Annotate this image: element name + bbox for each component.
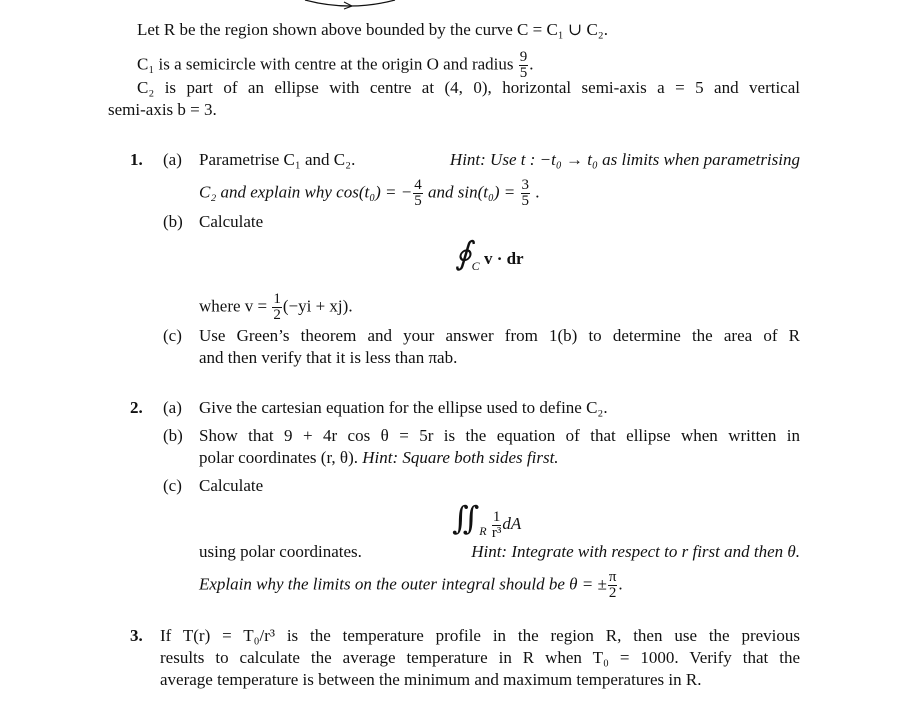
q2a-text: Give the cartesian equation for the ellipse used to define C₂. [199, 398, 608, 417]
q1a-line-2 [199, 178, 540, 209]
double-integral-icon: ∬ [452, 500, 480, 536]
q2c-hint-cont: Explain why the limits on the outer integral should be θ = ± [199, 574, 607, 594]
integrand-fraction [492, 510, 502, 541]
numerator: 3 [521, 177, 530, 193]
intro-text: C₁ is a semicircle with centre at the origin O and radius [137, 54, 514, 74]
q2b-line-2 [199, 448, 559, 468]
period: . [535, 182, 540, 202]
numerator: 4 [414, 177, 422, 193]
intro-line-2 [137, 50, 534, 81]
denominator: 5 [414, 193, 422, 209]
q1a-hint: Hint: Use t : −t₀ → t₀ as limits when parametrising [449, 150, 800, 169]
period: . [618, 574, 623, 594]
q2b-label: (b) [163, 426, 183, 445]
cos-fraction [413, 178, 423, 209]
q3-line-3: average temperature is between the minimum and maximum temperatures in R. [160, 670, 702, 689]
q2b-line-1: Show that 9 + 4r cos θ = 5r is the equation of that ellipse when written in [199, 426, 800, 445]
line-integral [455, 236, 524, 277]
q1b-where [199, 292, 353, 323]
where-text: where v = [199, 296, 268, 316]
q2b-text: polar coordinates (r, θ). [199, 448, 358, 467]
q2-number: 2. [130, 398, 143, 417]
intro-line-1: Let R be the region shown above bounded by the curve C = C₁ ∪ C₂. [137, 20, 608, 39]
q2c-line-2 [199, 542, 800, 562]
q1c-label: (c) [163, 326, 182, 345]
integral-subscript: C [471, 259, 480, 273]
q1-number: 1. [130, 150, 143, 169]
q1b-text: Calculate [199, 212, 264, 231]
q1c-line-2: and then verify that it is less than πab. [199, 348, 458, 367]
vector-field: (−yi + xj). [282, 296, 353, 316]
denominator: r³ [491, 524, 502, 541]
denominator: 2 [273, 307, 281, 323]
denominator: 2 [608, 585, 617, 601]
q1a-line-1 [199, 150, 800, 170]
q2b-hint: Hint: Square both sides first. [362, 448, 559, 467]
intro-line-3: C₂ is part of an ellipse with centre at (4, 0), horizontal semi-axis a = 5 and vertical [137, 78, 800, 97]
q3-line-1: If T(r) = T₀/r³ is the temperature profile in the region R, then use the previous [160, 626, 800, 645]
numerator: 9 [519, 49, 528, 65]
q2a-label: (a) [163, 398, 182, 417]
numerator: 1 [273, 291, 281, 307]
half-fraction [272, 292, 282, 323]
q1c-line-1: Use Green’s theorem and your answer from 1(b) to determine the area of R [199, 326, 800, 345]
q2c-hint: Hint: Integrate with respect to r first and then θ. [471, 542, 800, 561]
region-curve-arc [300, 0, 400, 12]
q2c-label: (c) [163, 476, 182, 495]
q1a-hint-cont: C₂ and explain why cos(t₀) = − [199, 182, 413, 202]
q3-number: 3. [130, 626, 143, 645]
q1a-label: (a) [163, 150, 182, 169]
pi-half-fraction [608, 570, 618, 601]
q2c-line-3 [199, 570, 623, 601]
contour-integral-icon: ∮ [455, 235, 472, 271]
numerator: π [608, 569, 617, 585]
double-integral [452, 500, 521, 543]
q1a-hint-mid: and sin(t₀) = [427, 182, 516, 202]
integrand: v · dr [483, 249, 524, 268]
intro-line-4: semi-axis b = 3. [108, 100, 217, 119]
q2c-text: using polar coordinates. [199, 542, 362, 561]
q2c-text: Calculate [199, 476, 264, 495]
denominator: 5 [521, 193, 530, 209]
period: . [529, 54, 534, 74]
area-element: dA [502, 514, 522, 533]
q1a-text: Parametrise C₁ and C₂. [199, 150, 356, 169]
denominator: 5 [519, 65, 528, 81]
numerator: 1 [492, 508, 501, 525]
q3-line-2: results to calculate the average temperature in R when T₀ = 1000. Verify that the [160, 648, 800, 667]
sin-fraction [521, 178, 531, 209]
integral-subscript: R [479, 524, 487, 538]
radius-fraction [519, 50, 529, 81]
q1b-label: (b) [163, 212, 183, 231]
